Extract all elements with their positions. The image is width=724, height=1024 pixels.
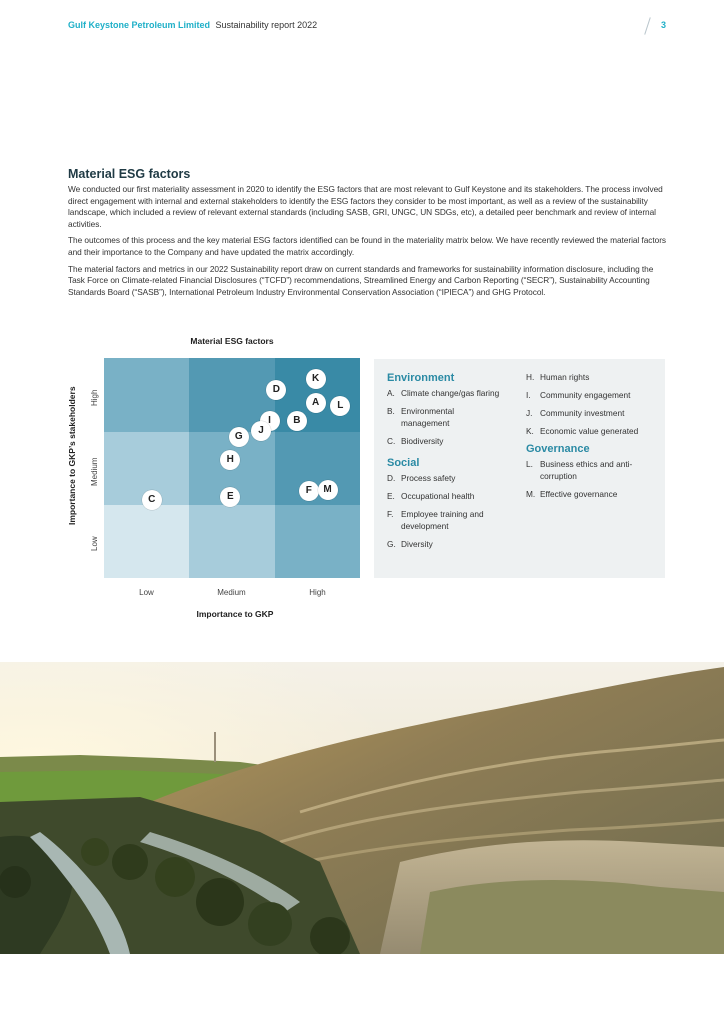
matrix-point-m: M <box>318 480 338 500</box>
chart-title: Material ESG factors <box>190 336 274 346</box>
page-header <box>68 20 666 36</box>
matrix-point-g: G <box>229 427 249 447</box>
legend-item: H. Human rights <box>526 372 590 382</box>
page-number: 3 <box>660 20 666 30</box>
y-tick-medium: Medium <box>90 457 99 486</box>
esg-legend <box>374 359 665 578</box>
y-tick-low: Low <box>90 536 99 551</box>
legend-item: L. Business ethics and anti-corruption <box>526 459 633 481</box>
chart-x-axis-label: Importance to GKP <box>196 609 274 619</box>
matrix-cell <box>189 505 275 579</box>
matrix-point-a: A <box>306 393 326 413</box>
matrix-point-f: F <box>299 481 319 501</box>
matrix-point-b: B <box>287 411 307 431</box>
legend-item: I. Community engagement <box>526 390 631 400</box>
legend-heading-social: Social <box>387 457 420 469</box>
paragraph-3: The material factors and metrics in our 2022 Sustainability report draw on current standards and frameworks for sustainability information disclosure, including the Task Force on Climate-related Financial Disclosures (“TCFD”) recommendations, Streamlined Energy and Carbon Reporting (“SECR”), Sustainability Accounting Standards Board (“SASB”), International Petroleum Industry Environmental Conservation Association (“IPIECA”) and GHG Protocol. <box>68 263 654 297</box>
company-name: Gulf Keystone Petroleum Limited <box>68 20 211 30</box>
matrix-cell <box>104 505 190 579</box>
legend-heading-governance: Governance <box>526 443 590 455</box>
legend-heading-environment: Environment <box>387 372 455 384</box>
matrix-point-l: L <box>330 396 350 416</box>
matrix-point-i: I <box>260 411 280 431</box>
legend-item: B. Environmental management <box>387 406 455 428</box>
chart-y-axis-label: Importance to GKP’s stakeholders <box>67 386 77 525</box>
paragraph-2: The outcomes of this process and the key material ESG factors identified can be found in the materiality matrix below. We have recently reviewed the material factors and their importance to the Company and have updated the matrix accordingly. <box>68 235 667 257</box>
matrix-point-d: D <box>266 380 286 400</box>
legend-item: C. Biodiversity <box>387 436 444 446</box>
legend-item: K. Economic value generated <box>526 426 639 436</box>
legend-item: D. Process safety <box>387 473 456 483</box>
paragraph-1: We conducted our first materiality assessment in 2020 to identify the ESG factors that are most relevant to Gulf Keystone and its stakeholders. The process involved direct engagement with internal and external stakeholders to identify the ESG factors they consider to be most important, as well as a review of the sustainability landscape, which included a review of relevant external standards (including SASB, GRI, UNGC, UN SDGs, etc), a detailed peer benchmark and review of internal activities. <box>68 184 663 229</box>
legend-item: G. Diversity <box>387 539 433 549</box>
x-tick-low: Low <box>139 588 154 597</box>
section-title: Material ESG factors <box>68 167 191 181</box>
legend-item: E. Occupational health <box>387 491 475 501</box>
y-tick-high: High <box>90 389 99 406</box>
materiality-matrix <box>104 358 360 578</box>
x-tick-high: High <box>309 588 326 597</box>
matrix-point-e: E <box>220 487 240 507</box>
legend-item: J. Community investment <box>526 408 625 418</box>
x-tick-medium: Medium <box>217 588 246 597</box>
material-esg-section <box>68 167 668 303</box>
landscape-photo <box>0 662 724 954</box>
matrix-point-j: J <box>251 421 271 441</box>
report-title: Sustainability report 2022 <box>215 20 318 30</box>
matrix-point-c: C <box>142 490 162 510</box>
matrix-cell <box>104 358 190 432</box>
legend-item: M. Effective governance <box>526 489 618 499</box>
header-divider <box>644 17 651 34</box>
matrix-point-h: H <box>220 450 240 470</box>
matrix-cell <box>275 505 361 579</box>
matrix-point-k: K <box>306 369 326 389</box>
legend-column-left <box>387 372 527 556</box>
legend-item: A. Climate change/gas flaring <box>387 388 500 398</box>
legend-item: F. Employee training and development <box>387 509 484 531</box>
legend-column-right <box>526 371 658 506</box>
landscape-illustration <box>0 662 724 954</box>
